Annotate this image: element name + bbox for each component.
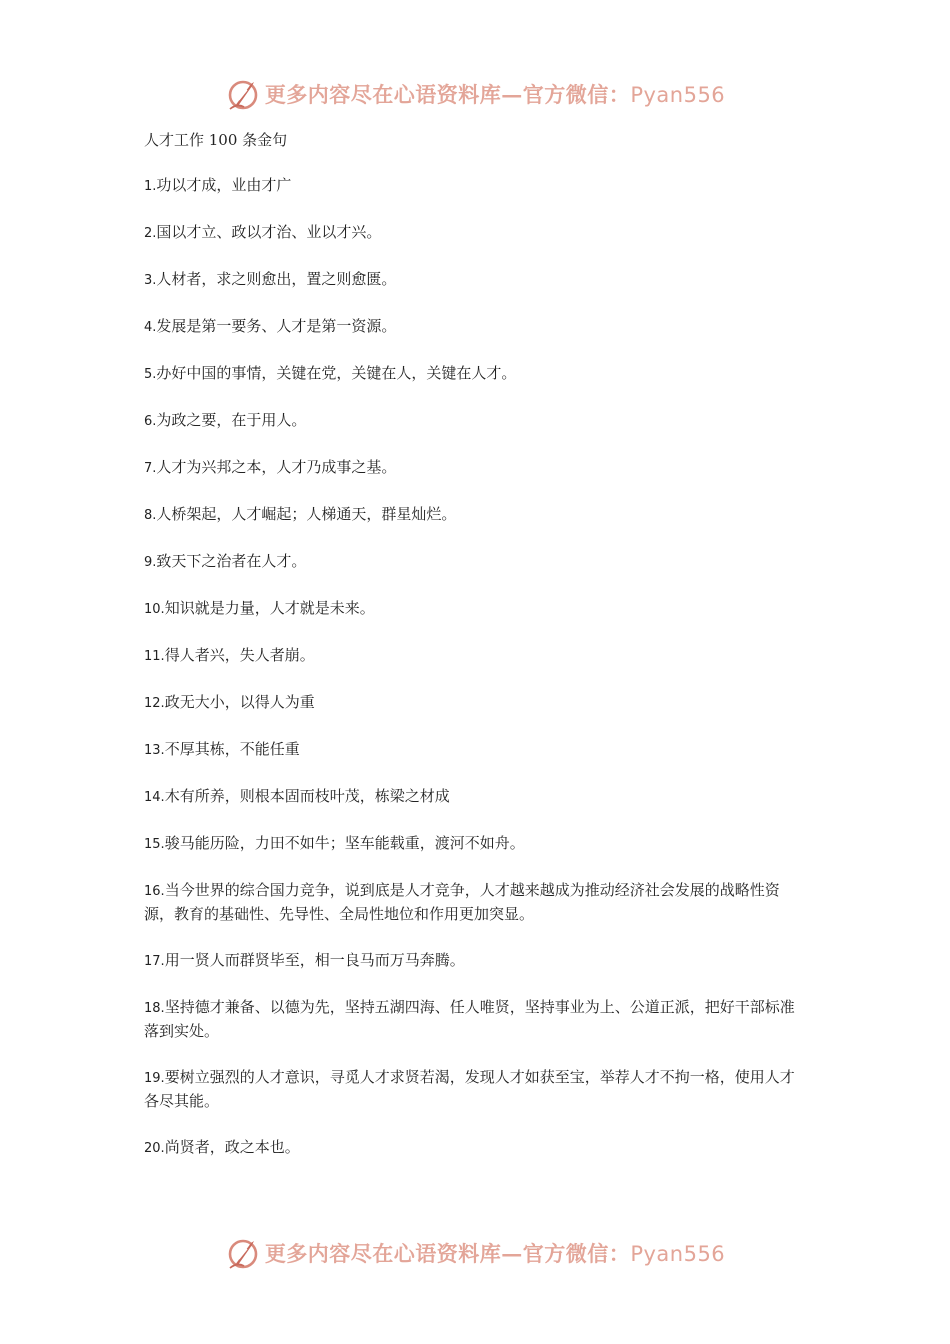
quote-item — [144, 738, 804, 762]
quote-text: 要树立强烈的人才意识，寻觅人才求贤若渴，发现人才如获至宝，举荐人才不拘一格，使用人才各尽其能。 — [144, 1068, 795, 1110]
banner-text: 更多内容尽在心语资料库—官方微信：Pyan556 — [264, 1241, 726, 1266]
quote-text: 当今世界的综合国力竞争，说到底是人才竞争，人才越来越成为推动经济社会发展的战略性资源，教育的基础性、先导性、全局性地位和作用更加突显。 — [144, 881, 780, 923]
quote-number: 1. — [144, 179, 157, 194]
quote-number: 3. — [144, 273, 157, 288]
banner-text: 更多内容尽在心语资料库—官方微信：Pyan556 — [264, 82, 726, 107]
wechat-id: Pyan556 — [630, 1242, 726, 1266]
quote-item — [144, 785, 804, 809]
quote-item — [144, 362, 804, 386]
document-body — [144, 128, 804, 1183]
quote-number: 20. — [144, 1141, 165, 1156]
quote-number: 2. — [144, 226, 157, 241]
quote-list — [144, 174, 804, 1160]
quote-number: 11. — [144, 649, 165, 664]
quote-text: 人才为兴邦之本，人才乃成事之基。 — [156, 458, 397, 476]
quote-item — [144, 879, 804, 926]
quill-logo-icon — [225, 1235, 261, 1271]
quote-number: 18. — [144, 1001, 165, 1016]
quote-number: 16. — [144, 884, 165, 899]
quote-item — [144, 174, 804, 198]
quote-number: 7. — [144, 461, 157, 476]
quote-number: 12. — [144, 696, 165, 711]
quote-text: 骏马能历险，力田不如牛；坚车能载重，渡河不如舟。 — [164, 834, 525, 852]
document-title: 人才工作 100 条金句 — [144, 131, 288, 149]
quote-text: 致天下之治者在人才。 — [156, 552, 307, 570]
footer-banner — [0, 1231, 950, 1275]
quote-item — [144, 597, 804, 621]
quote-item — [144, 503, 804, 527]
quote-number: 5. — [144, 367, 157, 382]
quote-number: 6. — [144, 414, 157, 429]
quote-text: 人材者，求之则愈出，置之则愈匮。 — [156, 270, 397, 288]
quote-text: 政无大小，以得人为重 — [164, 693, 315, 711]
wechat-id: Pyan556 — [630, 83, 726, 107]
quote-item — [144, 550, 804, 574]
quote-text: 不厚其栋，不能任重 — [164, 740, 300, 758]
quote-item — [144, 409, 804, 433]
quote-item — [144, 268, 804, 292]
quote-item — [144, 1136, 804, 1160]
quote-number: 10. — [144, 602, 165, 617]
quote-text: 用一贤人而群贤毕至，相一良马而万马奔腾。 — [164, 951, 465, 969]
quote-number: 13. — [144, 743, 165, 758]
quote-text: 木有所养，则根本固而枝叶茂，栋梁之材成 — [164, 787, 450, 805]
quote-item — [144, 221, 804, 245]
quote-number: 17. — [144, 954, 165, 969]
quote-text: 发展是第一要务、人才是第一资源。 — [156, 317, 397, 335]
quote-item — [144, 691, 804, 715]
quote-text: 国以才立、政以才治、业以才兴。 — [156, 223, 382, 241]
quote-number: 15. — [144, 837, 165, 852]
quote-text: 知识就是力量，人才就是未来。 — [164, 599, 375, 617]
quote-item — [144, 949, 804, 973]
quote-text: 办好中国的事情，关键在党，关键在人，关键在人才。 — [156, 364, 517, 382]
quote-text: 人桥架起，人才崛起；人梯通天，群星灿烂。 — [156, 505, 457, 523]
quote-text: 坚持德才兼备、以德为先，坚持五湖四海、任人唯贤，坚持事业为上、公道正派，把好干部标准落到实处。 — [144, 998, 795, 1040]
quote-number: 4. — [144, 320, 157, 335]
quote-item — [144, 456, 804, 480]
header-banner — [0, 72, 950, 116]
quote-item — [144, 315, 804, 339]
quote-item — [144, 644, 804, 668]
quote-number: 14. — [144, 790, 165, 805]
quill-logo-icon — [225, 76, 261, 112]
quote-text: 得人者兴，失人者崩。 — [164, 646, 315, 664]
quote-text: 功以才成，业由才广 — [156, 176, 292, 194]
quote-item — [144, 1066, 804, 1113]
quote-item — [144, 996, 804, 1043]
quote-text: 为政之要，在于用人。 — [156, 411, 307, 429]
quote-item — [144, 832, 804, 856]
quote-text: 尚贤者，政之本也。 — [164, 1138, 300, 1156]
quote-number: 19. — [144, 1071, 165, 1086]
quote-number: 9. — [144, 555, 157, 570]
quote-number: 8. — [144, 508, 157, 523]
